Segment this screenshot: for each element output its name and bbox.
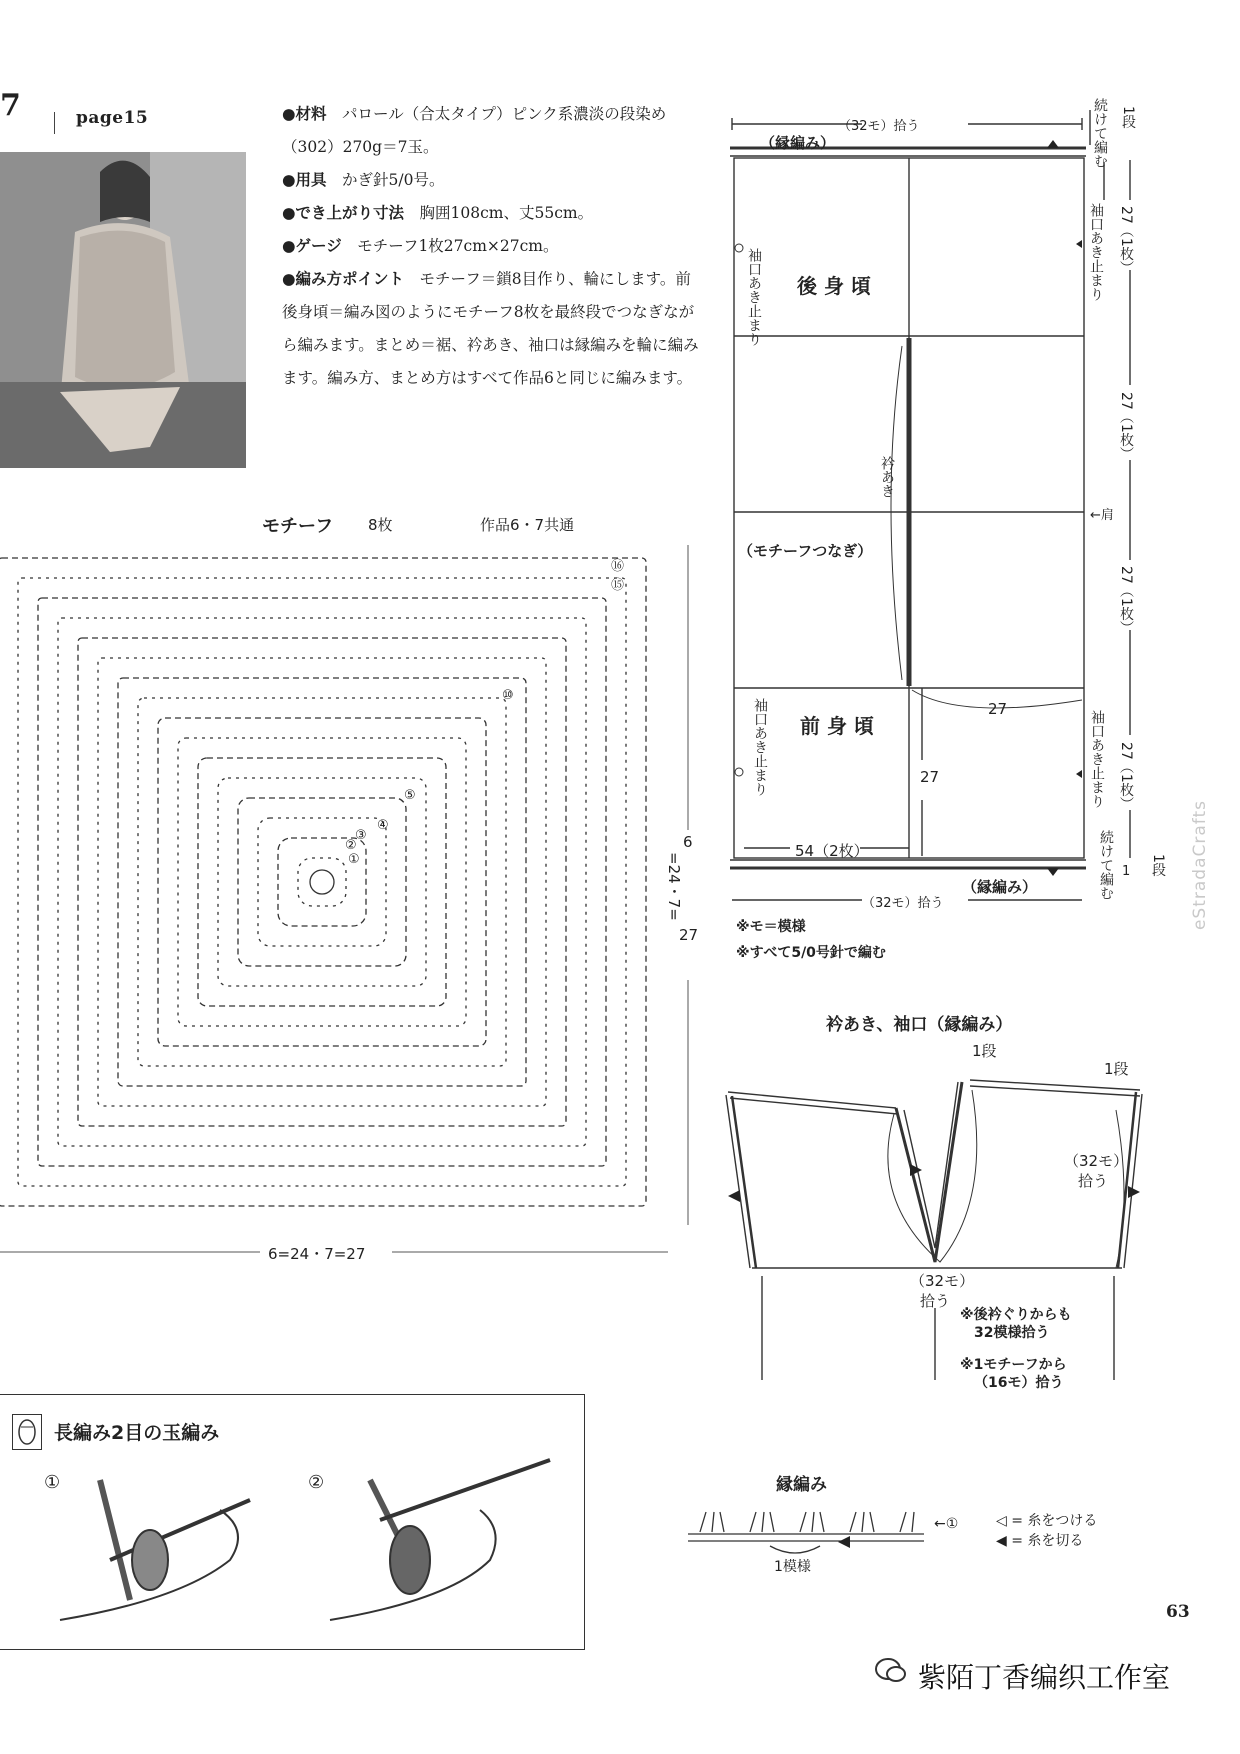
collar-note-2b: （16モ）拾う [974, 1375, 1064, 1391]
motif-count: 8枚 [368, 516, 393, 534]
page-number: 63 [1166, 1602, 1190, 1622]
materials-text: パロール（合太タイプ）ピンク系濃淡の段染め（302）270g＝7玉。 [282, 105, 667, 156]
edging-arrow-label: ←① [934, 1516, 959, 1532]
collar-title: 衿あき、袖口（縁編み） [826, 1015, 1013, 1035]
edging-title: 縁編み [776, 1475, 827, 1495]
neck-count: （32モ） [910, 1272, 975, 1290]
size-key: ●でき上がり寸法 [282, 204, 405, 222]
sleeve-count: （32モ） [1064, 1152, 1129, 1170]
note-mo: ※モ＝模様 [736, 919, 806, 935]
bottom-edge-label: （縁編み） [962, 878, 1038, 896]
row-label-5: ⑤ [404, 788, 416, 803]
bottom-width-label: 54（2枚） [795, 842, 869, 860]
sleeve-stop-left-bottom: 袖口あき止まり [752, 698, 768, 796]
stitch-box-title: 長編み2目の玉編み [54, 1422, 220, 1444]
tools-text: かぎ針5/0号。 [326, 171, 445, 189]
top-edge-label: （縁編み） [760, 134, 836, 152]
collar-note-1b: 32模様拾う [974, 1325, 1050, 1341]
row1-bottom: 1段 [1150, 854, 1166, 877]
page-reference: page15 [76, 108, 149, 128]
row-label-10: ⑩ [502, 688, 514, 703]
shoulder-label: ←肩 [1090, 508, 1114, 523]
size-text: 胸囲108cm、丈55cm。 [404, 204, 594, 222]
step-1-label: ① [44, 1472, 61, 1493]
row-label-16: ⑯ [611, 559, 625, 574]
row-label-1: ① [348, 852, 360, 867]
materials-key: ●材料 [282, 105, 327, 123]
row-label-4: ④ [377, 818, 389, 833]
legend-cut-yarn: ◀ = 糸を切る [996, 1533, 1084, 1549]
continue-knit-bottom: 続けて編む [1098, 830, 1114, 900]
collar-note-2a: ※1モチーフから [960, 1357, 1067, 1373]
side-watermark: eStradaCrafts [1190, 800, 1210, 931]
one-label: 1 [1122, 864, 1131, 879]
motif-shared: 作品6・7共通 [480, 516, 575, 534]
step-2-label: ② [308, 1472, 325, 1493]
note-needle: ※すべて5/0号針で編む [736, 945, 886, 961]
dim-27-3: 27（1枚） [1118, 566, 1134, 635]
motif-joining-label: （モチーフつなぎ） [738, 542, 873, 560]
sleeve-stop-right-bottom: 袖口あき止まり [1089, 710, 1105, 808]
collar-row1b: 1段 [1104, 1060, 1129, 1078]
collar-row1a: 1段 [972, 1042, 997, 1060]
bottom-pickup-count: （32モ）拾う [862, 896, 944, 911]
watermark-text: 紫陌丁香编织工作室 [918, 1661, 1171, 1694]
edging-repeat: 1模様 [774, 1559, 811, 1575]
dim-27-1: 27（1枚） [1118, 206, 1134, 275]
continue-knit-top: 続けて編む [1092, 98, 1108, 168]
collar-note-1a: ※後衿ぐりからも [960, 1307, 1072, 1323]
row1-top: 1段 [1120, 106, 1136, 129]
motif-height-bot: 27 [679, 926, 699, 944]
dim-27-2: 27（1枚） [1118, 392, 1134, 461]
tools-key: ●用具 [282, 171, 327, 189]
gauge-text: モチーフ1枚27cm×27cm。 [341, 237, 559, 255]
gauge-key: ●ゲージ [282, 237, 342, 255]
row-label-2: ② [345, 838, 357, 853]
motif-height-mid: =24・7= [665, 852, 683, 921]
motif-height-top: 6 [683, 833, 693, 851]
sleeve-stop-right-top: 袖口あき止まり [1088, 203, 1104, 301]
sleeve-stop-left-top: 袖口あき止まり [746, 248, 762, 346]
wechat-icon [874, 1656, 908, 1686]
legend-attach-yarn: ◁ = 糸をつける [996, 1513, 1098, 1529]
inner-27-vertical: 27 [920, 768, 940, 786]
inner-27-horizontal: 27 [988, 700, 1008, 718]
neck-pick: 拾う [920, 1292, 951, 1310]
top-pickup-count: （32モ）拾う [838, 119, 920, 134]
item-number: 7 [0, 88, 21, 123]
motif-width-label: 6=24・7=27 [268, 1245, 366, 1263]
motif-title: モチーフ [262, 516, 334, 537]
back-body-label: 後 身 頃 [797, 274, 871, 298]
points-text: モチーフ＝鎖8目作り、輪にします。前後身頃＝編み図のようにモチーフ8枚を最終段でつなぎながら編みます。まとめ＝裾、衿あき、袖口は縁編みを輪に編みます。編み方、まとめ方はすべて作品6と同じに編みます。 [282, 270, 699, 387]
dim-27-4: 27（1枚） [1118, 742, 1134, 811]
row-label-3: ③ [355, 828, 367, 843]
points-key: ●編み方ポイント [282, 270, 405, 288]
sleeve-pick: 拾う [1078, 1172, 1109, 1190]
row-label-15: ⑮ [611, 578, 625, 593]
front-body-label: 前 身 頃 [800, 714, 874, 738]
neck-opening-label: 衿あき [879, 456, 895, 498]
